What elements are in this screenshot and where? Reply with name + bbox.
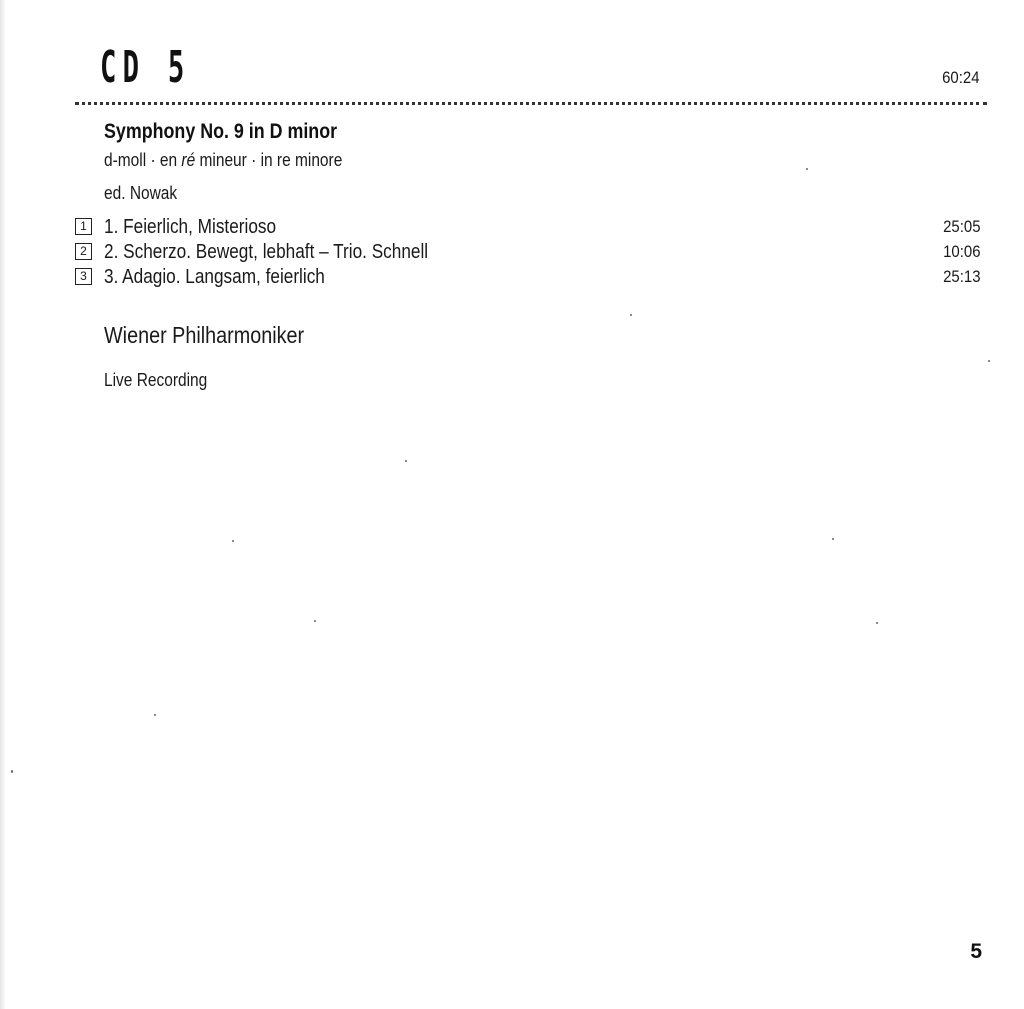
track-title: 3. Adagio. Langsam, feierlich xyxy=(104,266,325,288)
scan-speck xyxy=(154,714,156,716)
scan-speck xyxy=(314,620,316,622)
track-row xyxy=(75,266,981,290)
track-duration: 10:06 xyxy=(943,242,981,261)
track-title: 1. Feierlich, Misterioso xyxy=(104,216,277,238)
scan-speck xyxy=(832,538,834,540)
track-number-box: 2 xyxy=(75,243,92,260)
scan-speck xyxy=(405,460,407,462)
track-duration: 25:05 xyxy=(943,217,981,236)
scan-speck xyxy=(988,360,990,362)
scan-speck xyxy=(11,770,13,773)
page-edge-shadow xyxy=(0,0,6,1009)
dotted-divider xyxy=(75,102,987,105)
scan-speck xyxy=(232,540,234,542)
subtitle-italic: ré xyxy=(181,150,196,170)
orchestra-name: Wiener Philharmoniker xyxy=(104,322,305,348)
work-subtitle xyxy=(104,150,342,171)
track-row xyxy=(75,241,981,265)
scan-speck xyxy=(876,622,878,624)
total-time: 60:24 xyxy=(942,68,980,87)
scan-speck xyxy=(630,314,632,316)
scan-speck xyxy=(806,168,808,170)
edition-note: ed. Nowak xyxy=(104,183,178,203)
page-number: 5 xyxy=(970,940,982,963)
track-number-box: 3 xyxy=(75,268,92,285)
track-number-box: 1 xyxy=(75,218,92,235)
cd-label: CD 5 xyxy=(100,42,191,93)
track-title: 2. Scherzo. Bewegt, lebhaft – Trio. Schnell xyxy=(104,241,429,263)
subtitle-part-2: mineur · in re minore xyxy=(195,150,343,170)
track-row xyxy=(75,216,981,240)
subtitle-part-1: d-moll · en xyxy=(104,150,182,170)
work-title: Symphony No. 9 in D minor xyxy=(104,120,338,143)
recording-note: Live Recording xyxy=(104,370,208,390)
track-duration: 25:13 xyxy=(943,267,981,286)
